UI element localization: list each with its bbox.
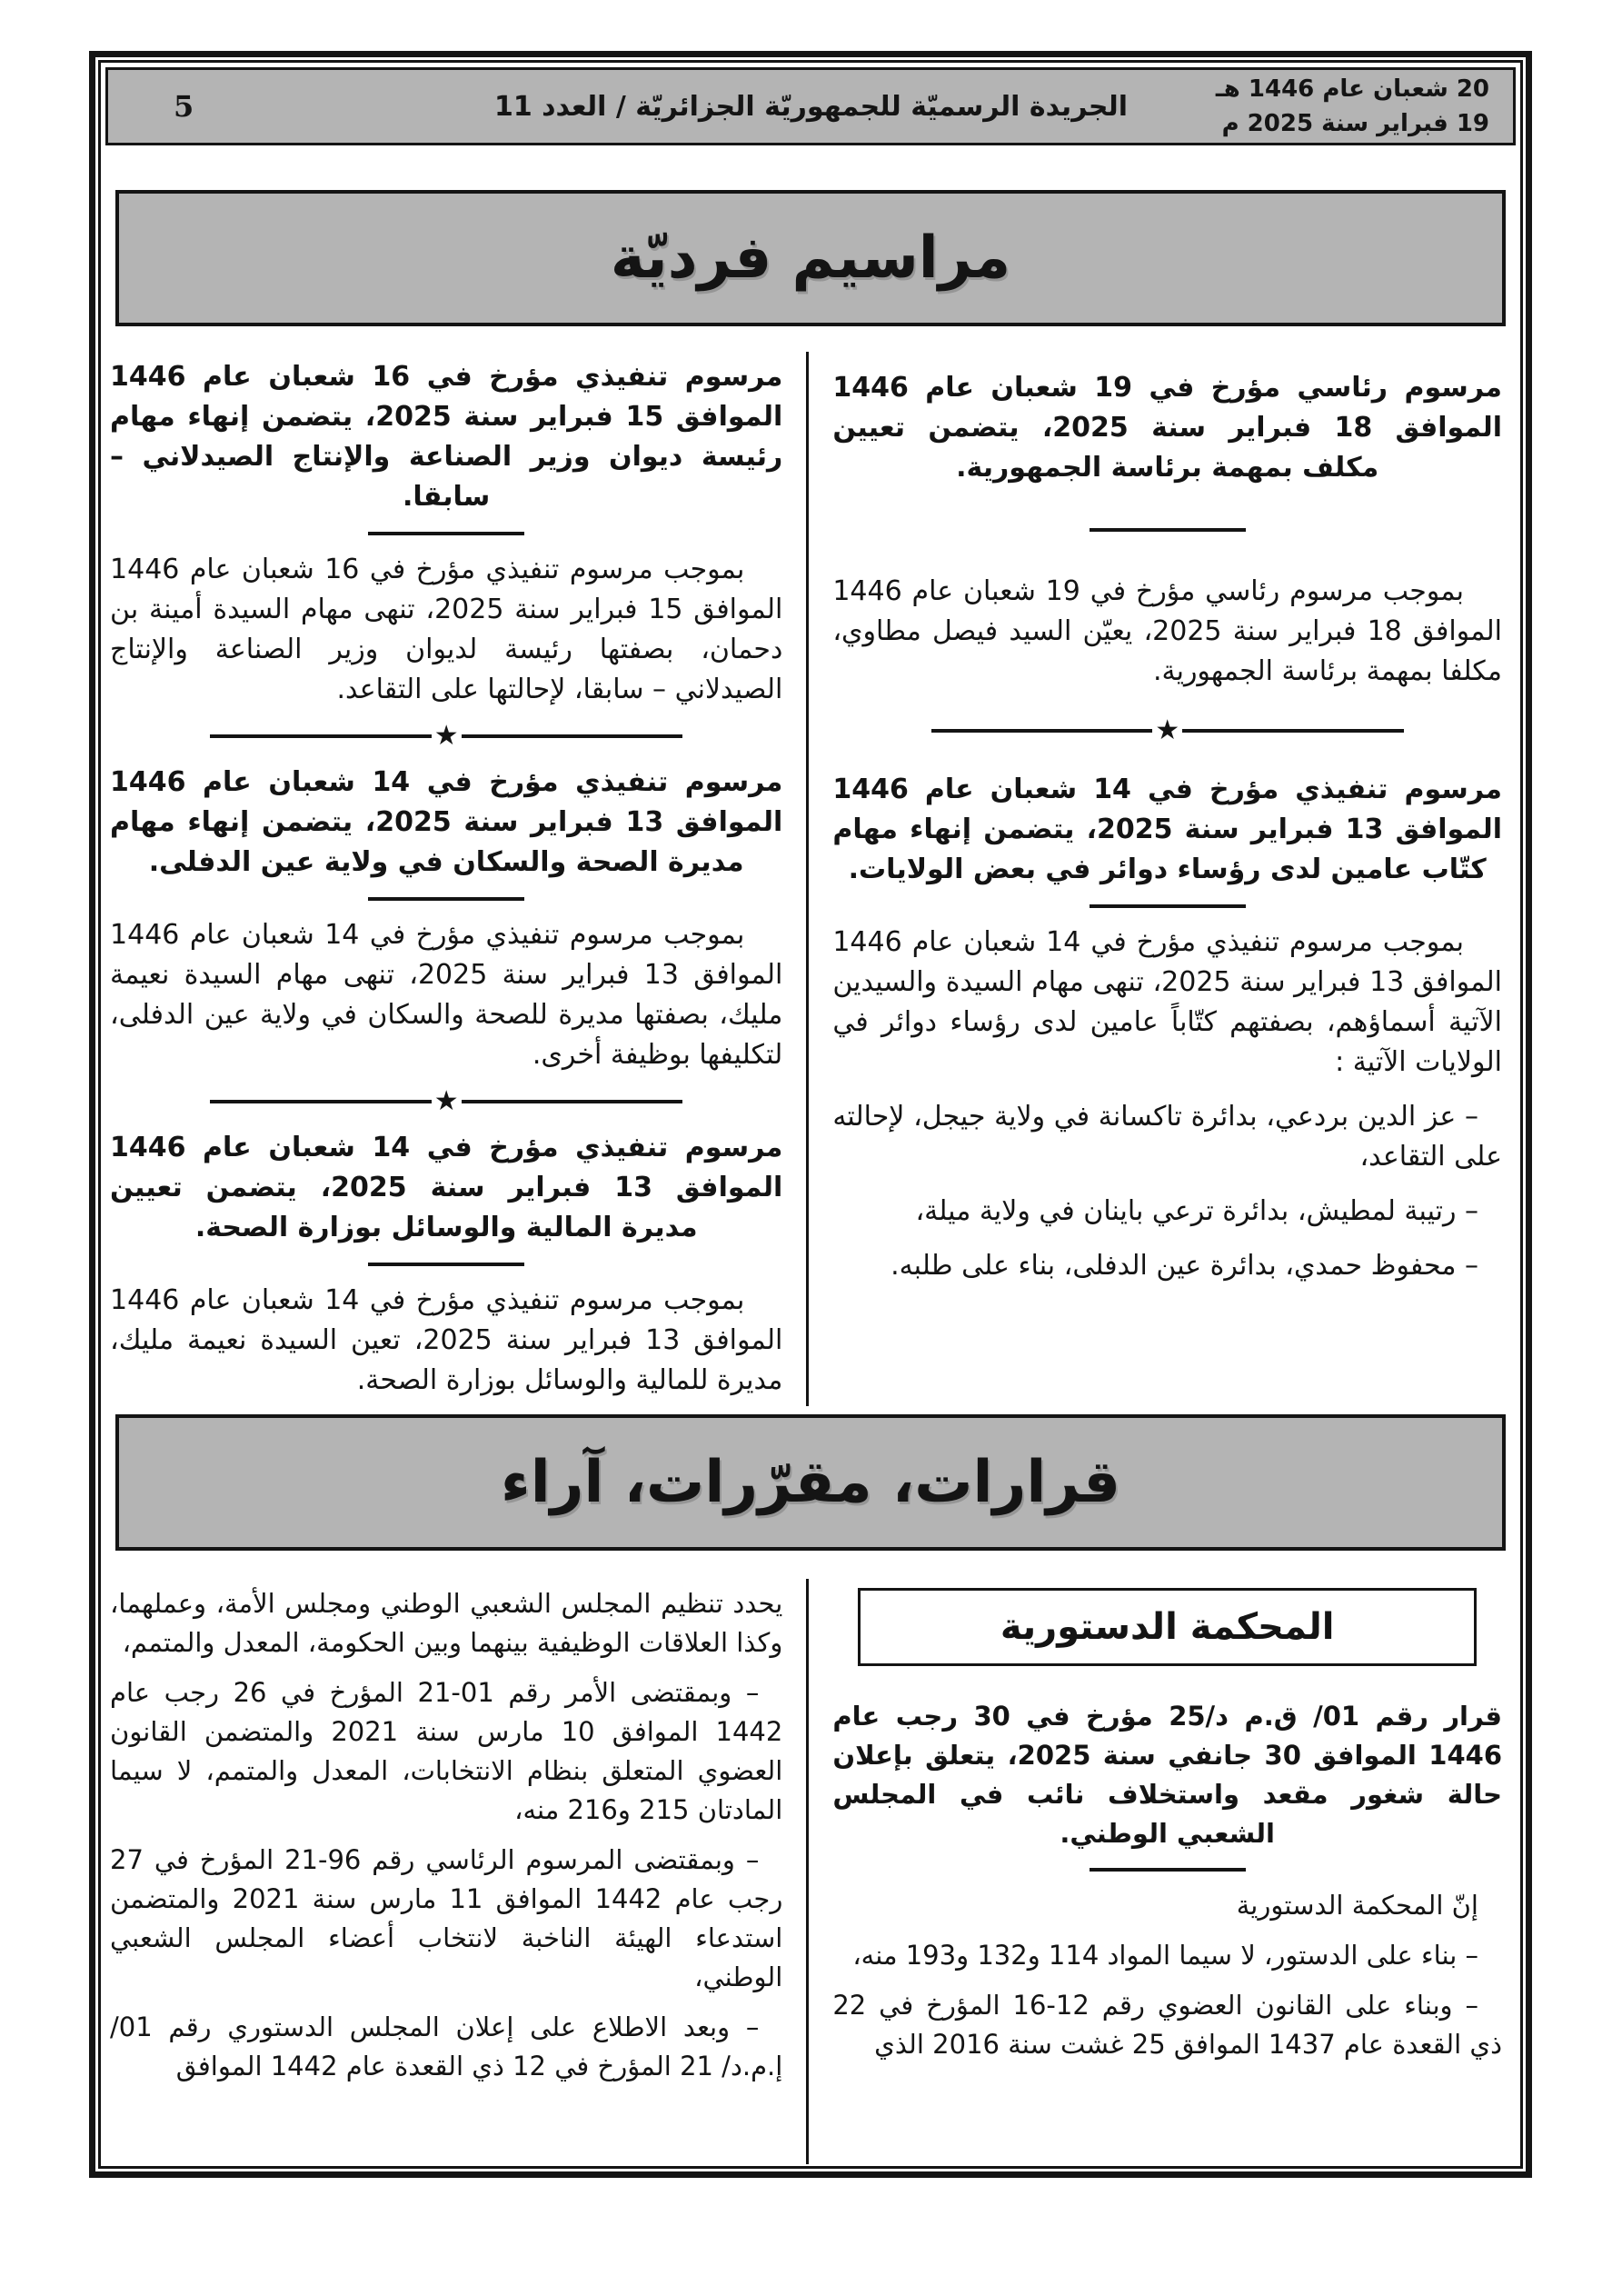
title-divider [368,1263,524,1266]
decree-entry [832,770,1502,1286]
issue-dates [1176,72,1513,141]
page-frame-inner [98,60,1523,2169]
decree-title: مرسوم تنفيذي مؤرخ في 14 شعبان عام 1446 الموافق 13 فبراير سنة 2025، يتضمن إنهاء مهام كتّاب عامين لدى رؤساء دوائر في بعض الولايات. [832,774,1502,885]
title-divider [368,897,524,901]
consideration-item: – بناء على الدستور، لا سيما المواد 114 و132 و193 منه، [852,1940,1478,1971]
decree-list-item: – رتيبة لمطيش، بدائرة ترعي باينان في ولاية ميلة، [915,1195,1478,1227]
decree-entry [110,763,782,1075]
banner-individual-decrees: مراسيم فرديّة [115,190,1506,326]
star-separator [931,714,1404,746]
decree-title: مرسوم رئاسي مؤرخ في 19 شعبان عام 1446 الموافق 18 فبراير سنة 2025، يتضمن تعيين مكلف بمهمة برئاسة الجمهورية. [832,372,1502,484]
star-separator-icon: ★ [1155,714,1180,746]
decision-intro: إنّ المحكمة الدستورية [1236,1890,1478,1921]
decrees-columns [101,352,1520,1406]
decree-body: بموجب مرسوم تنفيذي مؤرخ في 14 شعبان عام 1446 الموافق 13 فبراير سنة 2025، تنهى مهام السيدة نعيمة مليك، بصفتها مديرة للصحة والسكان في ولاية عين الدفلى، لتكليفها بوظيفة أخرى. [110,919,783,1071]
decree-body: بموجب مرسوم تنفيذي مؤرخ في 16 شعبان عام 1446 الموافق 15 فبراير سنة 2025، تنهى مهام السيدة أمينة بن دحمان، بصفتها رئيسة لديوان وزير الصناعة والإنتاج الصيدلاني – سابقا، لإحالتها على التقاعد. [110,554,783,705]
constitutional-court-label: المحكمة الدستورية [1000,1606,1335,1648]
continuation-paragraph: – وبمقتضى الأمر رقم 01-21 المؤرخ في 26 رجب عام 1442 الموافق 10 مارس سنة 2021 والمتضمن القانون العضوي المتعلق بنظام الانتخابات، المعدل والمتمم، لا سيما المادتان 215 و216 منه، [110,1677,783,1825]
continuation-paragraph: – وبعد الاطلاع على إعلان المجلس الدستوري رقم 01/ إ.م.د/ 21 المؤرخ في 12 ذي القعدة عام 1442 الموافق [110,2011,783,2081]
page-frame [89,51,1532,2178]
star-separator [210,720,682,752]
decrees-column-left [101,352,806,1406]
continuation-paragraph: يحدد تنظيم المجلس الشعبي الوطني ومجلس الأمة، وعملهما، وكذا العلاقات الوظيفية بينهما وبين الحكومة، المعدل والمتمم، [110,1588,783,1658]
title-divider [1090,904,1246,908]
decree-list-item: – عز الدين بردعي، بدائرة تاكسانة في ولاية جيجل، لإحالته على التقاعد، [832,1101,1502,1173]
hijri-date: 20 شعبان عام 1446 هـ [1215,75,1489,103]
decree-list-item: – محفوظ حمدي، بدائرة عين الدفلى، بناء على طلبه. [891,1250,1478,1282]
decisions-column-right [806,1579,1520,2164]
decree-title: مرسوم تنفيذي مؤرخ في 14 شعبان عام 1446 الموافق 13 فبراير سنة 2025، يتضمن إنهاء مهام مديرة الصحة والسكان في ولاية عين الدفلى. [110,766,783,878]
decrees-column-right [806,352,1520,1406]
decision-title: قرار رقم 01/ ق.م د/25 مؤرخ في 30 رجب عام 1446 الموافق 30 جانفي سنة 2025، يتعلق بإعلان حالة شغور مقعد واستخلاف نائب في المجلس الشعبي الوطني. [832,1701,1503,1849]
decree-body: بموجب مرسوم تنفيذي مؤرخ في 14 شعبان عام 1446 الموافق 13 فبراير سنة 2025، تنهى مهام السيدة والسيدين الآتية أسماؤهم، بصفتهم كتّاباً عامين لدى رؤساء دوائر في الولايات الآتية : [832,926,1502,1078]
decree-body: بموجب مرسوم رئاسي مؤرخ في 19 شعبان عام 1446 الموافق 18 فبراير سنة 2025، يعيّن السيد فيصل مطاوي، مكلفا بمهمة برئاسة الجمهورية. [832,575,1502,687]
title-divider [1090,528,1246,532]
page-header [105,67,1516,145]
star-separator-icon: ★ [433,720,459,752]
journal-title: الجريدة الرسميّة للجمهوريّة الجزائريّة / العدد 11 [493,90,1129,123]
decisions-columns [101,1579,1520,2164]
decree-title: مرسوم تنفيذي مؤرخ في 16 شعبان عام 1446 الموافق 15 فبراير سنة 2025، يتضمن إنهاء مهام رئيسة ديوان وزير الصناعة والإنتاج الصيدلاني – سابقا. [110,361,783,513]
consideration-item: – وبناء على القانون العضوي رقم 12-16 المؤرخ في 22 ذي القعدة عام 1437 الموافق 25 غشت سنة 2016 الذي [832,1990,1502,2060]
decree-body: بموجب مرسوم تنفيذي مؤرخ في 14 شعبان عام 1446 الموافق 13 فبراير سنة 2025، تعين السيدة نعيمة مليك، مديرة للمالية والوسائل بوزارة الصحة. [110,1284,783,1396]
decree-entry [110,357,782,710]
gregorian-date: 19 فبراير سنة 2025 م [1221,110,1489,137]
decree-entry [110,1128,782,1401]
title-divider [1090,1868,1246,1872]
decree-title: مرسوم تنفيذي مؤرخ في 14 شعبان عام 1446 الموافق 13 فبراير سنة 2025، يتضمن تعيين مديرة المالية والوسائل بوزارة الصحة. [110,1132,783,1243]
star-separator [210,1085,682,1117]
decree-entry [832,368,1502,692]
star-separator-icon: ★ [433,1085,459,1117]
banner-decisions: قرارات، مقرّرات، آراء [115,1414,1506,1551]
continuation-paragraph: – وبمقتضى المرسوم الرئاسي رقم 96-21 المؤرخ في 27 رجب عام 1442 الموافق 11 مارس سنة 2021 والمتضمن استدعاء الهيئة الناخبة لانتخاب أعضاء المجلس الشعبي الوطني، [110,1844,783,1992]
title-divider [368,532,524,535]
page-number: 5 [174,89,194,124]
constitutional-court-heading [858,1588,1477,1666]
decisions-column-left [101,1579,806,2164]
